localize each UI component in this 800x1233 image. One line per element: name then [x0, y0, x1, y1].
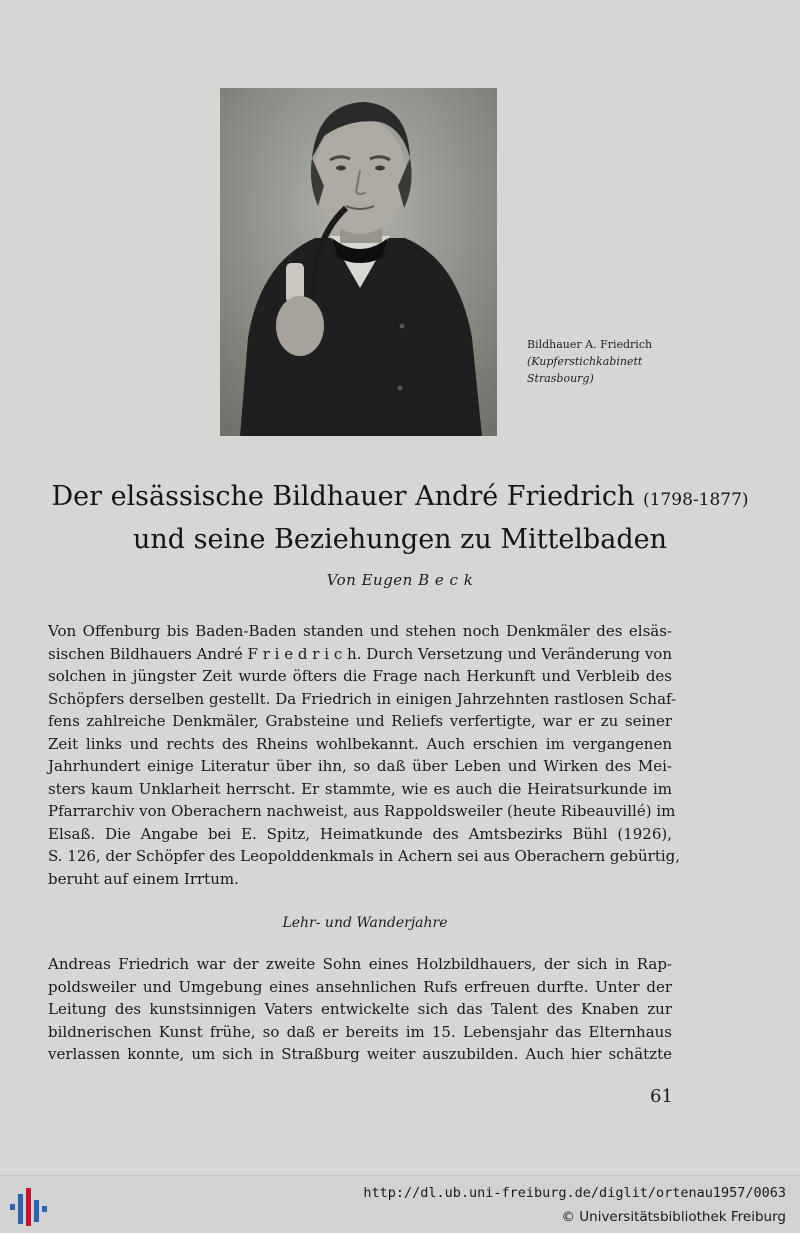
permalink-url[interactable]: http://dl.ub.uni-freiburg.de/diglit/ortenau1957/0063 — [363, 1185, 786, 1201]
text-line: Jahrhundert einige Literatur über ihn, so daß über Leben und Wirken des Mei- — [48, 757, 672, 775]
article-title-main: Der elsässische Bildhauer André Friedrich — [51, 481, 635, 512]
text-line: solchen in jüngster Zeit wurde öfters die Frage nach Herkunft und Verbleib des — [48, 667, 672, 685]
article-subtitle: und seine Beziehungen zu Mittelbaden — [133, 524, 667, 555]
article-byline: Von Eugen B e c k — [326, 571, 474, 589]
section-heading: Lehr- und Wanderjahre — [282, 915, 448, 931]
paragraph-2 — [48, 953, 672, 1066]
text-line: Von Offenburg bis Baden-Baden standen und stehen noch Denkmäler des elsäs- — [48, 622, 672, 640]
text-line: beruht auf einem Irrtum. — [48, 869, 239, 888]
paragraph-1 — [48, 620, 681, 890]
library-logo-icon — [10, 1186, 50, 1226]
text-line: fens zahlreiche Denkmäler, Grabsteine und Reliefs verfertigte, war er zu seiner — [48, 712, 672, 730]
caption-line: (Kupferstichkabinett — [527, 355, 643, 368]
article-title-dates: (1798-1877) — [642, 490, 749, 510]
text-line: Pfarrarchiv von Oberachern nachweist, aus Rappoldsweiler (heute Ribeauvillé) im — [48, 802, 676, 820]
text-line: sters kaum Unklarheit herrscht. Er stammte, wie es auch die Heiratsurkunde im — [48, 779, 672, 798]
text-line: Schöpfers derselben gestellt. Da Friedrich in einigen Jahrzehnten rastlosen Schaf- — [48, 689, 677, 708]
caption-line: Strasbourg) — [527, 372, 594, 385]
caption-line: Bildhauer A. Friedrich — [527, 338, 653, 351]
text-line: bildnerischen Kunst frühe, so daß er bereits im 15. Lebensjahr das Elternhaus — [48, 1022, 672, 1041]
footer-bar — [0, 1175, 800, 1233]
text-line: sischen Bildhauers André F r i e d r i c h. Durch Versetzung und Veränderung von — [48, 644, 672, 663]
article-title — [0, 481, 800, 512]
portrait-photograph — [220, 88, 497, 436]
copyright-notice: © Universitätsbibliothek Freiburg — [561, 1209, 786, 1225]
text-line: S. 126, der Schöpfer des Leopolddenkmals in Achern sei aus Oberachern gebürtig, — [48, 847, 681, 865]
portrait-image — [220, 88, 497, 436]
text-line: Leitung des kunstsinnigen Vaters entwickelte sich das Talent des Knaben zur — [48, 1000, 672, 1018]
text-line: Elsaß. Die Angabe bei E. Spitz, Heimatkunde des Amtsbezirks Bühl (1926), — [48, 824, 672, 843]
text-line: Andreas Friedrich war der zweite Sohn eines Holzbildhauers, der sich in Rap- — [48, 955, 672, 973]
text-line: verlassen konnte, um sich in Straßburg weiter auszubilden. Auch hier schätzte — [48, 1045, 672, 1063]
page-number: 61 — [650, 1086, 673, 1107]
text-line: Zeit links und rechts des Rheins wohlbekannt. Auch erschien im vergangenen — [48, 734, 672, 753]
figure-caption — [527, 336, 652, 387]
text-line: poldsweiler und Umgebung eines ansehnlichen Rufs erfreuen durfte. Unter der — [48, 977, 672, 996]
